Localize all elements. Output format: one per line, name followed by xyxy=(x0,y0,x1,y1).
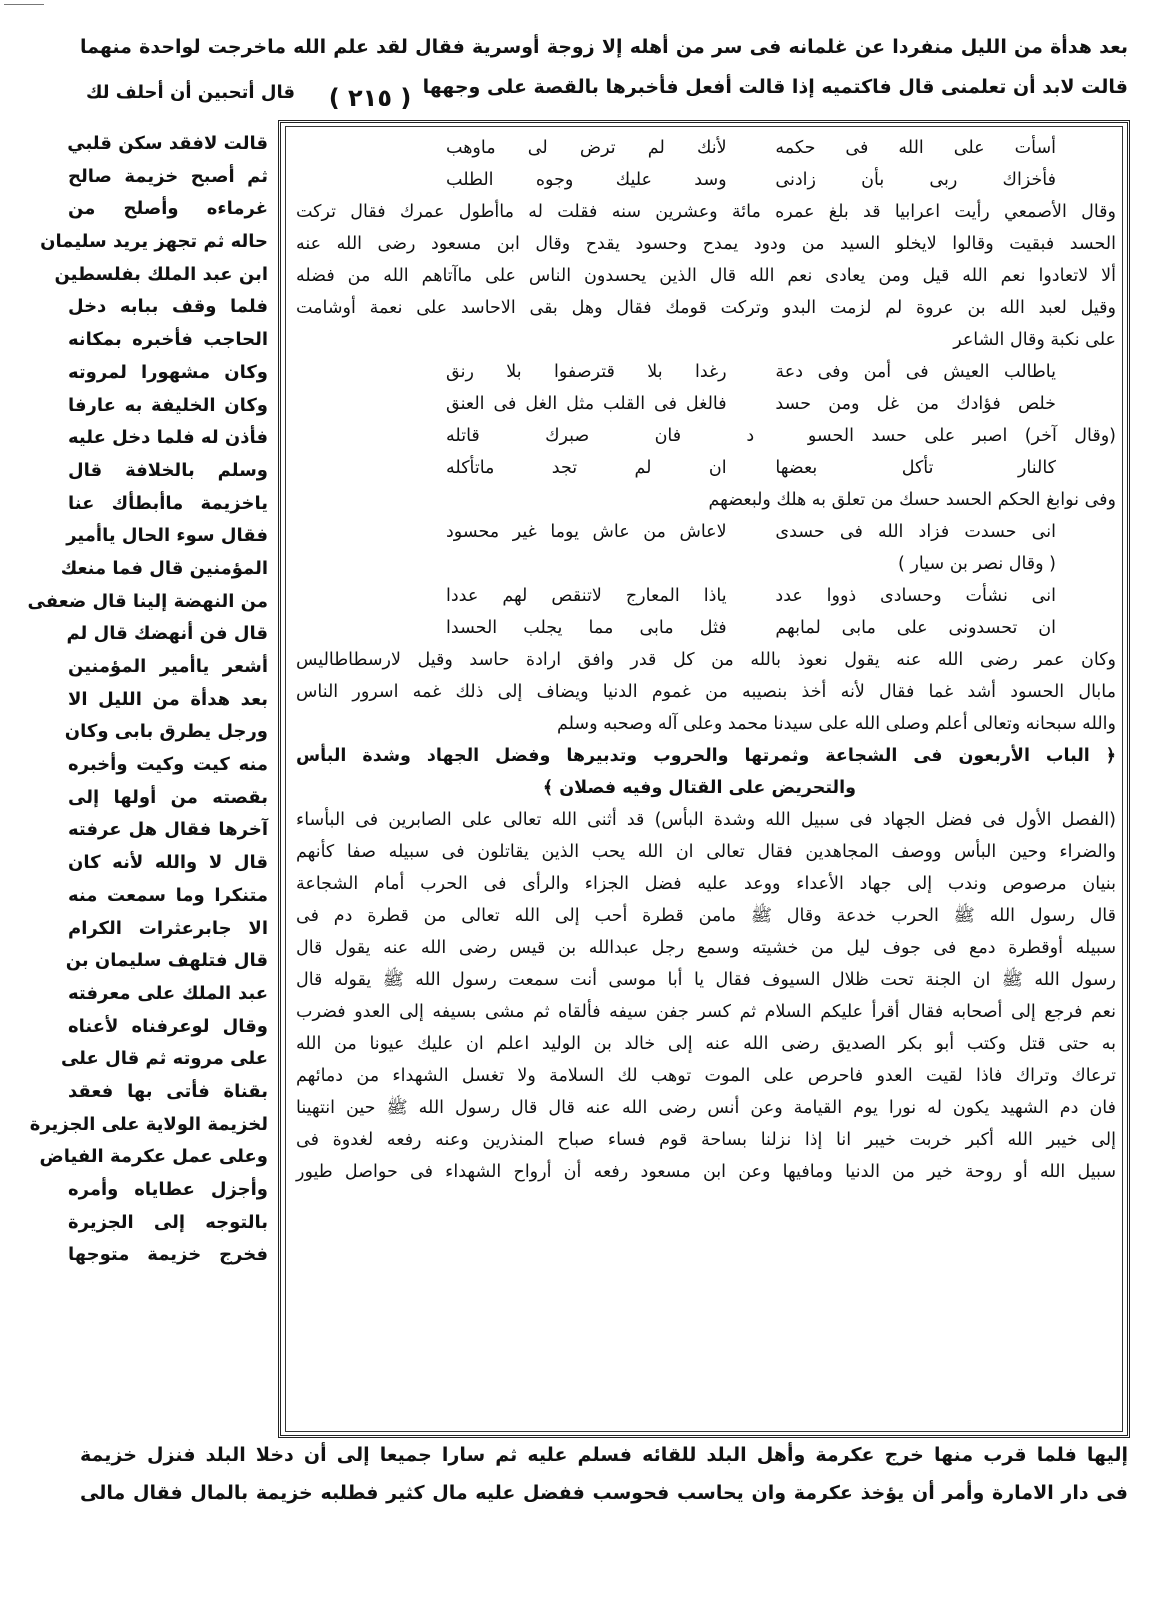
text-line: ( وقال نصر بن سيار ) xyxy=(898,554,1056,574)
text-line: ترعاك وتراك فاذا لقيت العدو فاحرص على الموت توهب لك السلامة ولا تغسل الشهداء من دمائهم xyxy=(296,1066,1116,1086)
text-line: وكان عمر رضى الله عنه يقول نعوذ بالله من كل قدر وافق ارادة حاسد وقيل لارسطاطاليس xyxy=(296,650,1116,670)
side-line: آخرها فقال هل عرفته xyxy=(68,819,268,841)
side-line: الحاجب فأخبره بمكانه xyxy=(68,329,268,351)
verse-line xyxy=(296,580,1116,612)
verse-line xyxy=(296,516,1116,548)
side-line: عبد الملك على معرفته xyxy=(68,982,268,1004)
text-line: على نكبة وقال الشاعر xyxy=(953,330,1116,350)
text-line: مابال الحسود أشد غما فقال لأنه أخذ بنصيبه من غموم الدنيا ويضاف إلى ذلك غمه اسرور الناس xyxy=(296,682,1116,702)
side-line: على مروته ثم قال على xyxy=(60,1048,268,1070)
header-line-2: قالت لابد أن تعلمنى قال فاكتميه إذا قالت أفعل فأخبرها بالقصة على وجهها xyxy=(422,76,1128,98)
verse-hemistich: ان تحسدونى على مابى لمابهم xyxy=(775,618,1056,638)
side-line: فأذن له فلما دخل عليه xyxy=(67,427,268,449)
header-line-1: بعد هدأة من الليل منفردا عن غلمانه فى سر من أهله إلا زوجة أوسرية فقال لقد علم الله ماخرجت لواحدة منهما xyxy=(80,36,1128,58)
side-line: قالت لافقد سكن قلبي xyxy=(67,133,268,154)
side-line: قال فن أنهضك قال لم xyxy=(66,623,268,645)
text-line: سبيله أوقطرة دمع فى جوف ليل من خشيته وسمع رجل عبدالله بن قيس رضى الله عنه يقول قال xyxy=(296,938,1116,958)
verse-hemistich: (وقال آخر) اصبر على حسد الحسو xyxy=(807,426,1116,446)
verse-hemistich: رغدا بلا قترصفوا بلا رنق xyxy=(446,362,727,382)
verse-hemistich: ياطالب العيش فى أمن وفى دعة xyxy=(775,362,1056,382)
side-column xyxy=(27,128,268,1272)
verse-hemistich: انى نشأت وحسادى ذووا عدد xyxy=(775,586,1056,606)
side-line: ياخزيمة ماأبطأك عنا xyxy=(68,492,268,514)
main-text xyxy=(296,132,1116,1188)
side-line: من النهضة إلينا قال ضعفى xyxy=(27,590,268,612)
text-line: (الفصل الأول فى فضل الجهاد فى سبيل الله وشدة البأس) قد أثنى الله تعالى على الصابرين فى البأساء xyxy=(296,810,1116,830)
verse-hemistich: د فان صبرك قاتله xyxy=(446,426,755,446)
side-line: وكان الخليفة به عارفا xyxy=(68,394,268,416)
side-line: بقصته من أولها إلى xyxy=(68,786,268,808)
side-line: منه كيت وكيت وأخبره xyxy=(68,754,268,776)
chapter-heading: ﴿ الباب الأربعون فى الشجاعة وثمرتها والحروب وتدبيرها وفضل الجهاد وشدة البأس xyxy=(296,746,1116,766)
text-line: قال رسول الله ﷺ الحرب خدعة وقال ﷺ مامن قطرة أحب إلى الله تعالى من قطرة دم فى xyxy=(296,906,1116,926)
verse-hemistich: انى حسدت فزاد الله فى حسدى xyxy=(775,522,1056,542)
text-line: سبيل الله أو روحة خير من الدنيا ومافيها وعن ابن مسعود رفعه أن أرواح الشهداء فى حواصل طيور xyxy=(296,1162,1116,1182)
verse-line xyxy=(296,356,1116,388)
verse-hemistich: فالغل فى القلب مثل الغل فى العنق xyxy=(446,394,727,414)
side-line: الا جابرعثرات الكرام xyxy=(68,917,268,939)
side-line: غرماءه وأصلح من xyxy=(68,198,268,220)
text-line: بنيان مرصوص وندب إلى جهاد الأعداء ووعد عليه فضل الجزاء والرأى فى الحرب أمام الشجاعة xyxy=(296,874,1116,894)
verse-hemistich: كالنار تأكل بعضها xyxy=(775,458,1056,478)
text-line: وقيل لعبد الله بن عروة لم لزمت البدو وتركت قومك فقال وهل بقى الاحاسد على نعمة أوشامت xyxy=(296,298,1116,318)
text-line: والله سبحانه وتعالى أعلم وصلى الله على سيدنا محمد وعلى آله وصحبه وسلم xyxy=(556,714,1116,734)
verse-line xyxy=(296,164,1116,196)
side-line: وأجزل عطاياه وأمره xyxy=(68,1179,268,1200)
chapter-heading: والتحريض على القتال وفيه فصلان ﴾ xyxy=(542,778,856,798)
text-line: فان دم الشهيد يكون له نورا يوم القيامة وعن أنس رضى الله عنه قال قال رسول الله ﷺ حين انتهينا xyxy=(296,1098,1116,1118)
side-line: حاله ثم تجهز يريد سليمان xyxy=(40,231,268,253)
verse-hemistich: لاعاش من عاش يوما غير محسود xyxy=(446,522,727,542)
side-line: المؤمنين قال فما منعك xyxy=(60,557,268,579)
side-line: بعد هدأة من الليل الا xyxy=(68,688,268,710)
verse-line xyxy=(296,612,1116,644)
text-line: والضراء وحين البأس ووصف المجاهدين فقال تعالى ان الله يحب الذين يقاتلون فى سبيله صفا كأنهم xyxy=(296,842,1116,862)
text-line: ألا لاتعادوا نعم الله قيل ومن يعادى نعم الله قال الذين يحسدون الناس على ماآتاهم الله من فضله xyxy=(296,266,1116,286)
verse-line xyxy=(296,388,1116,420)
side-line: وقال لوعرفناه لأعناه xyxy=(68,1015,268,1037)
verse-hemistich: فثل مابى مما يجلب الحسدا xyxy=(446,618,727,638)
side-line: بقناة فأتى بها فعقد xyxy=(68,1080,268,1102)
side-line: وعلى عمل عكرمة الفياض xyxy=(39,1146,268,1168)
footer-line-1: إليها فلما قرب منها خرج عكرمة وأهل البلد للقائه فسلم عليه ثم سارا جميعا إلى أن دخلا البلد فنزل خزيمة xyxy=(80,1444,1128,1466)
side-line: لخزيمة الولاية على الجزيرة xyxy=(29,1113,268,1135)
side-line: بالتوجه إلى الجزيرة xyxy=(68,1211,268,1233)
verse-hemistich: لأنك لم ترض لى ماوهب xyxy=(446,138,727,158)
side-line: فقال سوء الحال ياأمير xyxy=(66,525,268,547)
text-line: وفى نوابغ الحكم الحسد حسك من تعلق به هلك ولبعضهم xyxy=(708,490,1116,510)
verse-line xyxy=(296,452,1116,484)
text-line: نعم فرجع إلى أصحابه فقال أقرأ عليكم السلام ثم كسر جفن سيفه فألقاه ثم مشى بسيفه إلى العدو فضرب xyxy=(296,1002,1116,1022)
verse-hemistich: خلص فؤادك من غل ومن حسد xyxy=(775,394,1056,414)
side-line: فخرج خزيمة متوجها xyxy=(68,1244,268,1266)
side-line: قال فتلهف سليمان بن xyxy=(65,950,268,972)
verse-line xyxy=(296,132,1116,164)
corner-mark xyxy=(4,4,44,5)
text-line: وقال الأصمعي رأيت اعرابيا قد بلغ عمره مائة وعشرين سنه فقلت له ماأطول عمرك فقال تركت xyxy=(296,202,1116,222)
side-line: وسلم بالخلافة قال xyxy=(68,459,268,481)
verse-hemistich: وسد عليك وجوه الطلب xyxy=(446,170,727,190)
text-line: به حتى قتل وكتب أبو بكر الصديق رضى الله عنه إلى خالد بن الوليد اعلم ان عليك عيونا من الله xyxy=(296,1034,1116,1054)
text-line: إلى خيبر الله أكبر خربت خيبر انا إذا نزلنا بساحة قوم فساء صباح المنذرين وعنه رفعه لغدوة فى xyxy=(296,1130,1116,1150)
verse-hemistich: ياذا المعارج لاتنقص لهم عددا xyxy=(446,586,727,606)
page-number: ( ٢١٥ ) xyxy=(328,84,412,112)
side-line: ابن عبد الملك بفلسطين xyxy=(54,263,268,285)
verse-hemistich: ان لم تجد ماتأكله xyxy=(446,458,727,478)
side-line: أشعر ياأمير المؤمنين xyxy=(68,656,268,677)
verse-hemistich: فأخزاك ربى بأن زادنى xyxy=(775,170,1056,190)
side-line: فلما وقف ببابه دخل xyxy=(68,296,268,318)
text-line: رسول الله ﷺ ان الجنة تحت ظلال السيوف فقال يا أبا موسى أنت سمعت رسول الله ﷺ يقوله قال xyxy=(296,970,1116,990)
verse-hemistich: أسأت على الله فى حكمه xyxy=(775,138,1056,158)
side-line: ورجل يطرق بابى وكان xyxy=(64,721,268,743)
side-line: ثم أصبح خزيمة صالح xyxy=(68,165,268,187)
footer-line-2: فى دار الامارة وأمر أن يؤخذ عكرمة وان يحاسب فحوسب ففضل عليه مال كثير فطلبه خزيمة بالمال فقال مالى xyxy=(80,1482,1128,1504)
text-line: الحسد فبقيت وقالوا لايخلو السيد من ودود يمدح وحسود يقدح وقال ابن مسعود رضى الله عنه xyxy=(296,234,1116,254)
side-line: قال لا والله لأنه كان xyxy=(68,852,268,874)
side-line: متنكرا وما سمعت منه xyxy=(68,884,268,906)
margin-top-line: قال أتحبين أن أحلف لك xyxy=(85,82,295,103)
side-line: وكان مشهورا لمروته xyxy=(68,361,268,383)
verse-line xyxy=(296,420,1116,452)
